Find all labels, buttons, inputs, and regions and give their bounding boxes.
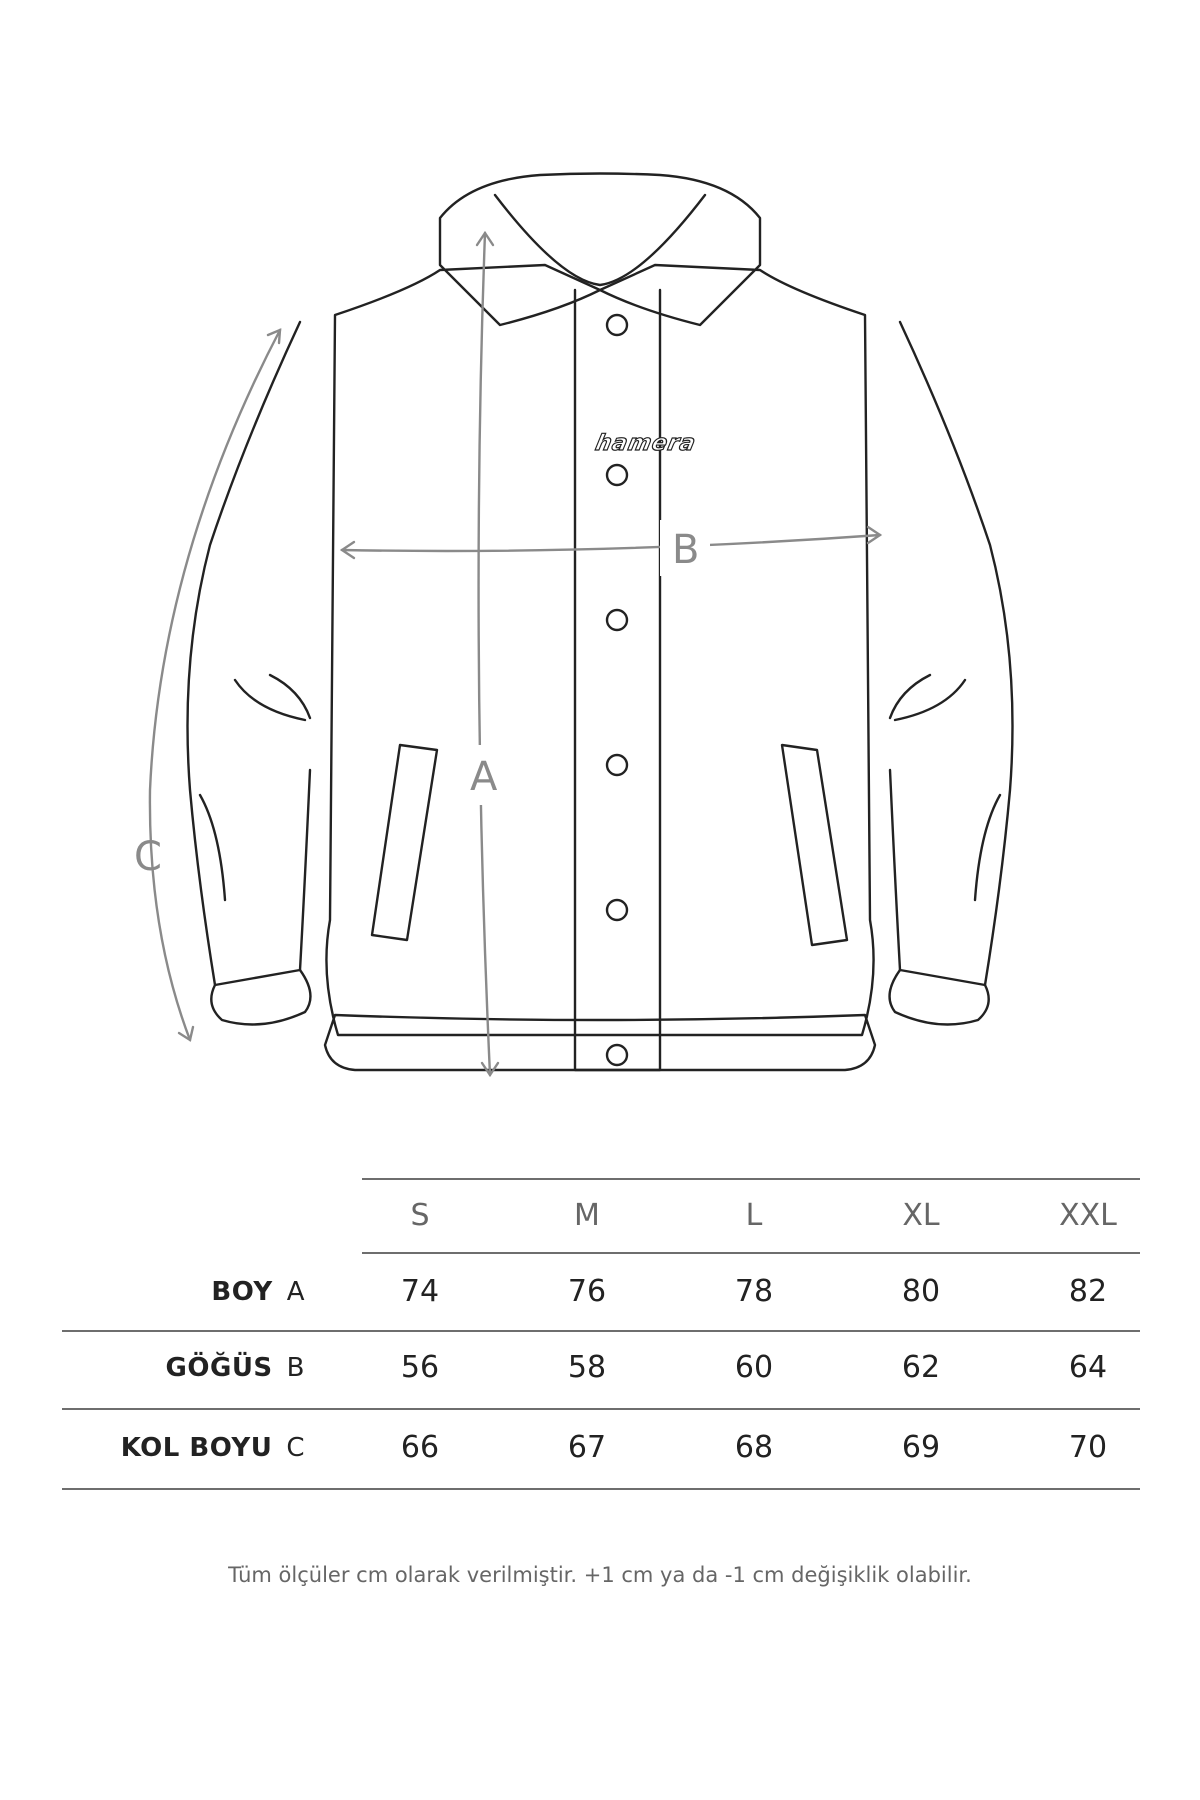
placket	[575, 290, 660, 1070]
waistband	[325, 1015, 875, 1070]
size-header-xl: XL	[902, 1198, 940, 1233]
row-label-kol-boyu	[45, 1433, 305, 1463]
button	[607, 900, 627, 920]
size-header-s: S	[410, 1198, 430, 1233]
jacket-outline	[188, 174, 1013, 1071]
left-sleeve-fold	[200, 795, 225, 900]
table-rule-bottom	[62, 1488, 1140, 1490]
measurement-footnote: Tüm ölçüler cm olarak verilmiştir. +1 cm ya da -1 cm değişiklik olabilir.	[228, 1563, 972, 1587]
button	[607, 610, 627, 630]
table-cell: 82	[1068, 1274, 1108, 1309]
size-header-m: M	[574, 1198, 600, 1233]
left-elbow-crease	[235, 675, 310, 720]
row-key: B	[286, 1353, 305, 1383]
measure-c-line	[150, 330, 280, 1040]
brand-logo: hamera	[593, 430, 699, 456]
table-cell: 76	[567, 1274, 607, 1309]
table-cell: 69	[901, 1430, 941, 1465]
buttons	[607, 315, 627, 1065]
table-cell: 62	[901, 1350, 941, 1385]
table-cell: 67	[567, 1430, 607, 1465]
table-cell: 74	[400, 1274, 440, 1309]
right-elbow-crease	[890, 675, 965, 720]
button	[607, 465, 627, 485]
measure-c-label: C	[134, 834, 162, 880]
table-rule-row1	[62, 1330, 1140, 1332]
button	[607, 315, 627, 335]
row-key: C	[286, 1433, 305, 1463]
right-cuff	[890, 970, 989, 1025]
table-rule-header	[362, 1252, 1140, 1254]
table-cell: 78	[734, 1274, 774, 1309]
measure-b-label: B	[672, 527, 700, 573]
measure-a-label: A	[470, 754, 498, 800]
size-header-xxl: XXL	[1059, 1198, 1117, 1233]
button	[607, 1045, 627, 1065]
measure-a-line	[479, 233, 490, 1075]
jacket-body	[326, 265, 873, 1035]
measurement-guides	[150, 233, 880, 1075]
table-cell: 60	[734, 1350, 774, 1385]
collar	[440, 174, 760, 326]
table-cell: 58	[567, 1350, 607, 1385]
button	[607, 755, 627, 775]
right-pocket	[782, 745, 847, 945]
left-sleeve	[188, 322, 311, 985]
right-sleeve-fold	[975, 795, 1000, 900]
row-label-gogus	[45, 1353, 305, 1383]
right-sleeve	[890, 322, 1013, 985]
table-cell: 64	[1068, 1350, 1108, 1385]
table-cell: 70	[1068, 1430, 1108, 1465]
table-cell: 68	[734, 1430, 774, 1465]
collar-inner	[495, 195, 705, 285]
table-cell: 80	[901, 1274, 941, 1309]
size-table	[0, 1150, 1200, 1530]
row-key: A	[286, 1277, 305, 1307]
table-rule-row2	[62, 1408, 1140, 1410]
left-cuff	[211, 970, 310, 1025]
table-cell: 56	[400, 1350, 440, 1385]
row-label-boy	[45, 1277, 305, 1307]
table-cell: 66	[400, 1430, 440, 1465]
measure-b-line	[342, 535, 880, 551]
left-pocket	[372, 745, 437, 940]
row-label-text: BOY	[211, 1277, 273, 1307]
row-label-text: KOL BOYU	[120, 1433, 273, 1463]
size-header-l: L	[745, 1198, 763, 1233]
row-label-text: GÖĞÜS	[165, 1353, 273, 1383]
table-rule-top	[362, 1178, 1140, 1180]
